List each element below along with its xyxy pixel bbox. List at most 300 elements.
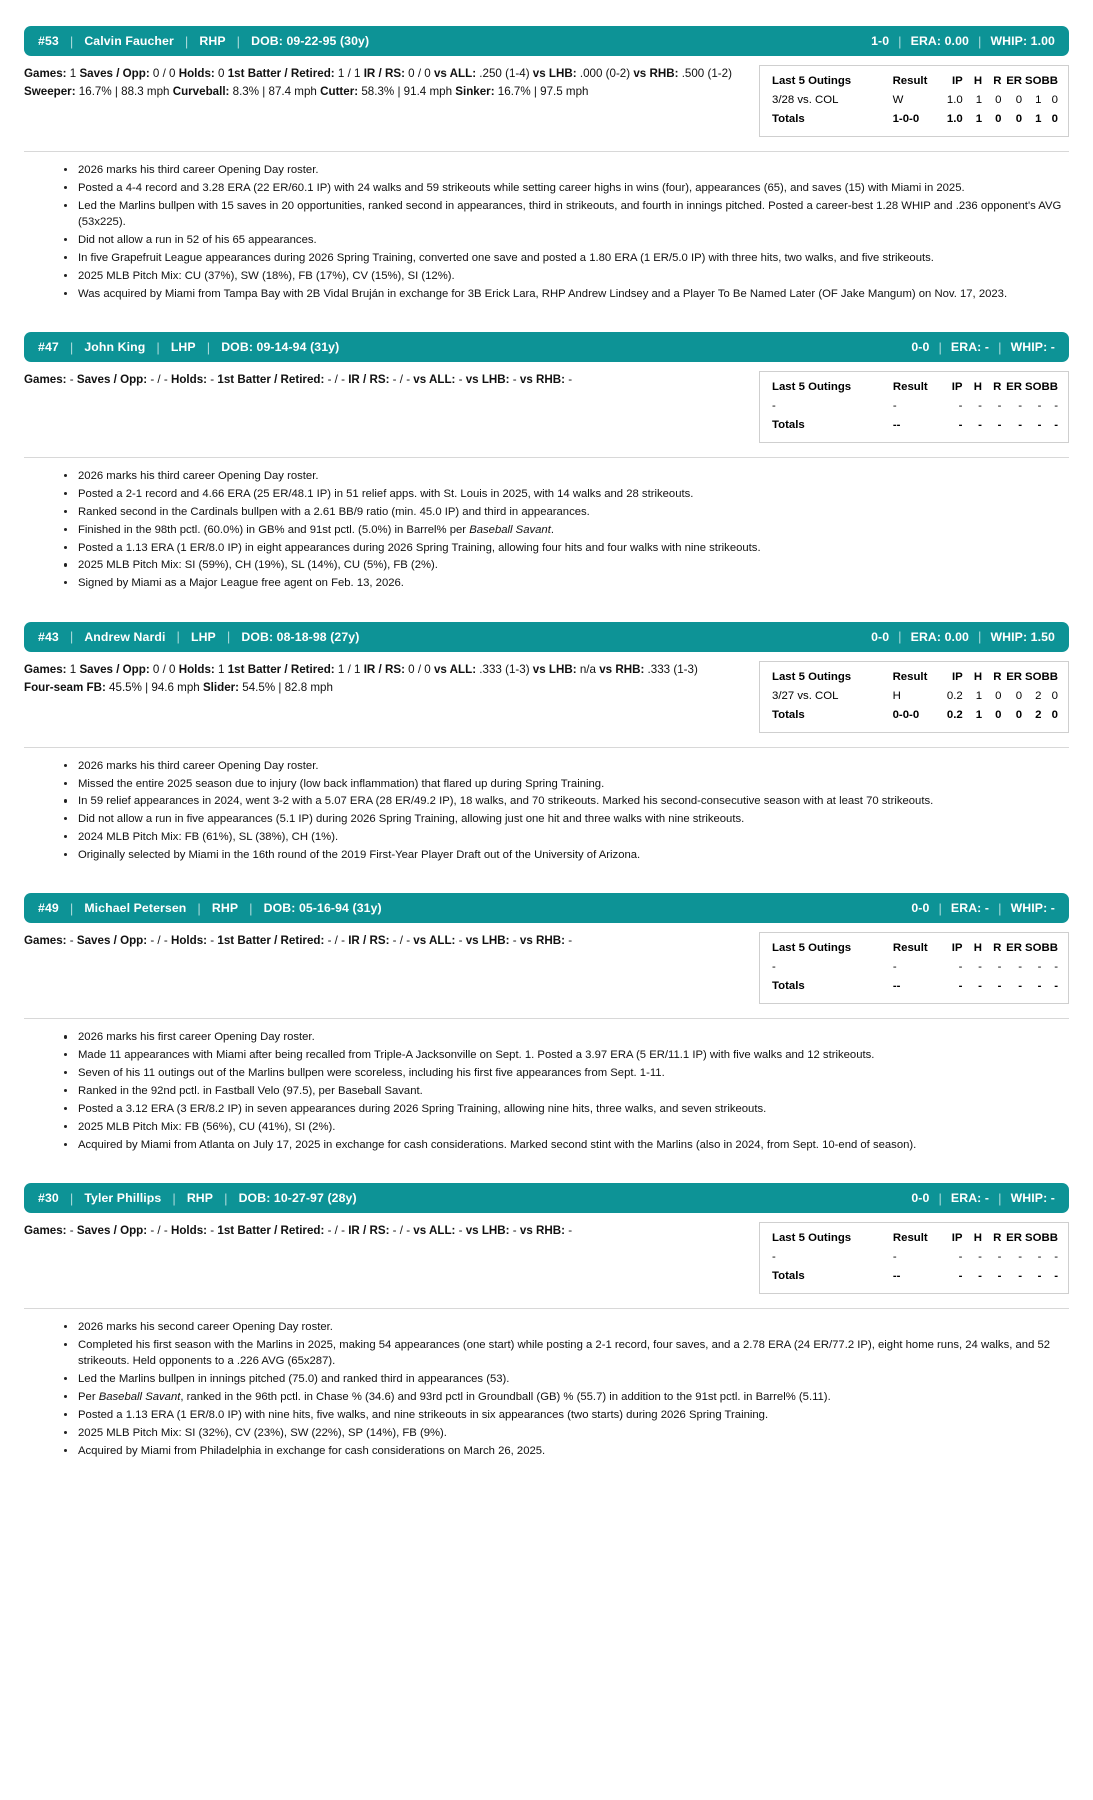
- outing-result: -: [892, 400, 897, 412]
- totals-bb: -: [1054, 980, 1058, 993]
- stat-label: vs LHB:: [465, 373, 510, 386]
- table-header-row: [772, 669, 1058, 687]
- list-item: Ranked second in the Cardinals bullpen with a 2.61 BB/9 ratio (min. 45.0 IP) and third in appearances.: [76, 504, 1069, 520]
- totals-h: 1: [975, 113, 983, 125]
- stat-value: -: [210, 934, 215, 948]
- outing-er: 0: [1015, 94, 1023, 106]
- list-item: Acquired by Miami from Atlanta on July 17, 2025 in exchange for cash considerations. Marked second stint with the Marlins (also in 2024, from Sept. 10-end of season).: [76, 1137, 1069, 1153]
- player-era: ERA: 0.00: [910, 34, 969, 48]
- player-header[interactable]: [24, 893, 1069, 923]
- table-row: [772, 687, 1058, 705]
- col-ip: IP: [951, 75, 963, 87]
- divider: |: [236, 33, 241, 49]
- outing-h: -: [978, 961, 982, 974]
- list-item: 2026 marks his second career Opening Day roster.: [76, 1319, 1069, 1335]
- player-splits: [24, 371, 759, 389]
- stat-value: -: [69, 934, 74, 948]
- stat-value: 0 / 0: [408, 67, 431, 80]
- stat-label: 1st Batter / Retired:: [217, 1224, 325, 1237]
- stat-value: .333 (1-3): [647, 662, 698, 676]
- stat-value: - / -: [150, 373, 168, 386]
- col-result: Result: [892, 381, 928, 393]
- list-item: 2025 MLB Pitch Mix: SI (59%), CH (19%), SL (14%), CU (5%), FB (2%).: [76, 557, 1069, 573]
- col-bb: BB: [1041, 942, 1058, 955]
- totals-label: Totals: [772, 980, 805, 993]
- stat-value: .000 (0-2): [579, 67, 631, 80]
- list-item: Was acquired by Miami from Tampa Bay with 2B Vidal Bruján in exchange for 3B Erick Lara, RHP Andrew Lindsey and a Player To Be Named Later (OF Jake Mangum) on Nov. 17, 2023.: [76, 286, 1069, 302]
- splits-line: [24, 65, 741, 83]
- stat-label: vs RHB:: [633, 67, 679, 80]
- pitch-label: Cutter:: [320, 84, 359, 98]
- totals-so: 2: [1035, 708, 1042, 721]
- player-identity: [38, 34, 369, 49]
- outing-ip: -: [958, 1251, 963, 1263]
- player-card: [24, 1183, 1069, 1459]
- player-era: ERA: -: [950, 1191, 990, 1205]
- player-whip: WHIP: 1.50: [990, 629, 1055, 644]
- stat-label: Games:: [24, 934, 67, 948]
- player-card: [24, 622, 1069, 864]
- stat-label: vs RHB:: [519, 934, 565, 948]
- player-name: Andrew Nardi: [84, 629, 166, 644]
- list-item: Completed his first season with the Marlins in 2025, making 54 appearances (one start) while posting a 2-1 record, four saves, and a 2.78 ERA (24 ER/77.2 IP), eight home runs, 24 walks, and 52 strikeouts. Held opponents to a .226 AVG (65x287).: [76, 1337, 1069, 1370]
- col-so: SO: [1025, 75, 1042, 87]
- player-dob: DOB: 08-18-98 (27y): [241, 629, 360, 644]
- stat-label: IR / RS:: [363, 67, 405, 80]
- pitch-value: 16.7% | 88.3 mph: [78, 84, 170, 98]
- outing-h: 1: [975, 689, 983, 702]
- stat-value: - / -: [327, 1224, 345, 1237]
- totals-h: 1: [975, 708, 983, 721]
- notes-divider: [24, 1308, 1069, 1309]
- col-ip: IP: [951, 670, 963, 683]
- col-bb: BB: [1041, 381, 1058, 393]
- totals-ip: 0.2: [946, 708, 963, 721]
- stat-value: - / -: [150, 1224, 168, 1237]
- player-dob: DOB: 09-14-94 (31y): [221, 340, 340, 354]
- totals-er: 0: [1015, 708, 1023, 721]
- totals-result: --: [892, 1270, 901, 1282]
- col-h: H: [973, 670, 983, 683]
- stat-label: Saves / Opp:: [79, 67, 150, 80]
- player-whip: WHIP: -: [1010, 340, 1055, 354]
- col-bb: BB: [1041, 1232, 1058, 1244]
- stat-value: .333 (1-3): [479, 662, 530, 676]
- stat-label: IR / RS:: [348, 1224, 390, 1237]
- list-item: Led the Marlins bullpen in innings pitched (75.0) and ranked third in appearances (53).: [76, 1371, 1069, 1387]
- player-name: Michael Petersen: [84, 901, 187, 916]
- totals-r: 0: [995, 708, 1002, 721]
- list-item: Ranked in the 92nd pctl. in Fastball Velo (97.5), per Baseball Savant.: [76, 1083, 1069, 1099]
- totals-er: -: [1018, 1270, 1022, 1282]
- player-number: #47: [38, 340, 59, 354]
- splits-line: [24, 661, 741, 679]
- col-so: SO: [1025, 381, 1042, 393]
- stat-label: Holds:: [178, 67, 215, 80]
- player-identity: [38, 901, 382, 916]
- col-er: ER: [1006, 381, 1022, 393]
- player-era: ERA: -: [950, 340, 990, 354]
- stat-label: IR / RS:: [348, 934, 390, 948]
- list-item: 2026 marks his third career Opening Day roster.: [76, 162, 1069, 178]
- divider: |: [69, 33, 74, 49]
- col-bb: BB: [1041, 670, 1058, 683]
- stat-label: vs ALL:: [413, 1224, 456, 1237]
- col-h: H: [973, 942, 982, 955]
- outing-result: W: [892, 94, 904, 106]
- outing-so: -: [1037, 961, 1042, 974]
- notes-divider: [24, 151, 1069, 152]
- player-dob: DOB: 05-16-94 (31y): [263, 901, 382, 916]
- player-identity: [38, 340, 339, 355]
- player-dob: DOB: 09-22-95 (30y): [251, 34, 370, 48]
- col-result: Result: [892, 670, 928, 683]
- player-header[interactable]: [24, 332, 1069, 362]
- player-whip: WHIP: -: [1010, 1191, 1055, 1205]
- table-row: [772, 1248, 1058, 1266]
- stat-value: 0 / 0: [152, 662, 176, 676]
- totals-label: Totals: [772, 1270, 805, 1282]
- stat-label: vs ALL:: [433, 662, 477, 676]
- stat-value: -: [210, 1224, 215, 1237]
- divider: |: [938, 339, 942, 355]
- divider: |: [226, 629, 231, 645]
- stat-label: vs LHB:: [532, 662, 577, 676]
- player-name: Tyler Phillips: [84, 1191, 162, 1205]
- divider: |: [176, 629, 180, 645]
- stat-label: vs ALL:: [413, 934, 456, 948]
- player-season-line: [911, 1191, 1055, 1206]
- stat-label: Holds:: [170, 1224, 208, 1237]
- player-season-line: [911, 340, 1055, 355]
- col-outings: Last 5 Outings: [772, 1232, 852, 1244]
- list-item: In 59 relief appearances in 2024, went 3-2 with a 5.07 ERA (28 ER/49.2 IP), 18 walks, and 70 strikeouts. Marked his second-consecutive season with at least 70 strikeouts.: [76, 793, 1069, 809]
- col-ip: IP: [951, 381, 963, 393]
- stat-value: -: [210, 373, 215, 386]
- col-h: H: [973, 75, 983, 87]
- totals-h: -: [978, 1270, 982, 1282]
- player-header[interactable]: [24, 1183, 1069, 1213]
- player-position: RHP: [211, 901, 239, 916]
- outing-date: -: [772, 400, 776, 412]
- stat-value: .500 (1-2): [681, 67, 732, 80]
- col-so: SO: [1025, 670, 1042, 683]
- divider: |: [998, 339, 1002, 355]
- totals-label: Totals: [772, 419, 805, 431]
- stat-label: vs LHB:: [465, 934, 510, 948]
- pitch-value: 54.5% | 82.8 mph: [242, 680, 333, 694]
- outing-r: -: [997, 1251, 1002, 1263]
- player-body: [24, 371, 1069, 443]
- stat-label: vs RHB:: [519, 373, 565, 386]
- outing-so: 2: [1035, 689, 1042, 702]
- outing-bb: -: [1054, 961, 1058, 974]
- list-item: 2025 MLB Pitch Mix: SI (32%), CV (23%), SW (22%), SP (14%), FB (9%).: [76, 1425, 1069, 1441]
- stat-label: Holds:: [170, 934, 208, 948]
- pitch-label: Sweeper:: [24, 84, 76, 98]
- col-h: H: [973, 1232, 982, 1244]
- outing-so: -: [1037, 1251, 1042, 1263]
- last-five-outings-panel: [759, 661, 1069, 733]
- divider: |: [938, 1190, 942, 1206]
- outing-er: -: [1018, 1251, 1022, 1263]
- player-card: [24, 26, 1069, 302]
- player-identity: [38, 629, 359, 644]
- stat-label: Saves / Opp:: [76, 934, 148, 948]
- col-outings: Last 5 Outings: [772, 670, 852, 683]
- stat-value: - / -: [150, 934, 168, 948]
- totals-result: 1-0-0: [892, 113, 920, 125]
- outings-table: [772, 1230, 1058, 1285]
- list-item: Per Baseball Savant, ranked in the 96th pctl. in Chase % (34.6) and 93rd pctl in Groundball (GB) % (55.7) in addition to the 91st pctl. in Barrel% (5.11).: [76, 1389, 1069, 1405]
- stat-value: -: [69, 1224, 74, 1237]
- list-item: In five Grapefruit League appearances during 2026 Spring Training, converted one save and posted a 1.80 ERA (1 ER/5.0 IP) with three hits, two walks, and five strikeouts.: [76, 250, 1069, 266]
- player-number: #53: [38, 34, 59, 48]
- totals-bb: -: [1054, 419, 1058, 431]
- stat-label: Holds:: [170, 373, 208, 386]
- list-item: 2026 marks his first career Opening Day roster.: [76, 1029, 1069, 1045]
- stat-label: Games:: [24, 67, 67, 80]
- outing-result: -: [892, 1251, 897, 1263]
- col-er: ER: [1006, 75, 1023, 87]
- outing-h: -: [978, 400, 982, 412]
- outing-bb: 0: [1051, 94, 1058, 106]
- stat-value: -: [568, 373, 573, 386]
- divider: |: [898, 629, 902, 645]
- stat-label: Saves / Opp:: [76, 373, 148, 386]
- col-r: R: [993, 381, 1002, 393]
- outing-bb: 0: [1051, 689, 1058, 702]
- outings-table: [772, 73, 1058, 128]
- stat-label: vs ALL:: [433, 67, 477, 80]
- outing-r: 0: [995, 94, 1002, 106]
- col-er: ER: [1006, 670, 1023, 683]
- stat-label: Games:: [24, 662, 67, 676]
- totals-so: -: [1037, 419, 1042, 431]
- col-r: R: [993, 942, 1002, 955]
- col-result: Result: [892, 1232, 928, 1244]
- totals-r: -: [997, 419, 1002, 431]
- stat-value: - / -: [392, 1224, 411, 1237]
- totals-er: 0: [1015, 113, 1023, 125]
- player-splits: [24, 661, 759, 696]
- pitch-value: 58.3% | 91.4 mph: [361, 84, 453, 98]
- col-result: Result: [892, 942, 928, 955]
- divider: |: [69, 629, 74, 645]
- player-position: LHP: [190, 629, 216, 644]
- list-item: Seven of his 11 outings out of the Marlins bullpen were scoreless, including his first five appearances from Sept. 1-11.: [76, 1065, 1069, 1081]
- divider: |: [206, 339, 211, 355]
- player-splits: [24, 65, 759, 100]
- divider: |: [184, 33, 189, 49]
- player-record: 0-0: [911, 1191, 930, 1205]
- col-result: Result: [892, 75, 928, 87]
- col-ip: IP: [951, 1232, 963, 1244]
- player-name: John King: [84, 340, 146, 354]
- pitch-mix-line: [24, 83, 741, 100]
- player-identity: [38, 1191, 357, 1206]
- player-season-line: [871, 34, 1055, 49]
- totals-bb: 0: [1051, 708, 1058, 721]
- list-item: 2026 marks his third career Opening Day roster.: [76, 468, 1069, 484]
- stat-value: - / -: [327, 373, 345, 386]
- table-header-row: [772, 73, 1058, 91]
- stat-value: -: [568, 934, 573, 948]
- col-so: SO: [1025, 1232, 1042, 1244]
- player-notes: [24, 758, 1069, 864]
- list-item: Signed by Miami as a Major League free agent on Feb. 13, 2026.: [76, 575, 1069, 591]
- pitch-value: 8.3% | 87.4 mph: [232, 84, 317, 98]
- divider: |: [197, 900, 201, 916]
- player-card: [24, 332, 1069, 592]
- stat-value: 0 / 0: [408, 662, 431, 676]
- list-item: 2024 MLB Pitch Mix: FB (61%), SL (38%), CH (1%).: [76, 829, 1069, 845]
- stat-label: Holds:: [178, 662, 215, 676]
- player-header[interactable]: [24, 622, 1069, 652]
- notes-divider: [24, 747, 1069, 748]
- pitch-value: 45.5% | 94.6 mph: [109, 680, 200, 694]
- outing-er: -: [1018, 400, 1022, 412]
- divider: |: [977, 33, 982, 49]
- pitch-value: 16.7% | 97.5 mph: [497, 84, 589, 98]
- stat-value: 1: [69, 662, 77, 676]
- stat-label: 1st Batter / Retired:: [227, 67, 335, 80]
- player-notes: [24, 162, 1069, 302]
- outing-ip: 0.2: [946, 689, 963, 702]
- outing-bb: -: [1054, 400, 1058, 412]
- divider: |: [938, 900, 942, 916]
- stat-label: 1st Batter / Retired:: [227, 662, 335, 676]
- list-item: Led the Marlins bullpen with 15 saves in 20 opportunities, ranked second in appearances, third in strikeouts, and fourth in innings pitched. Posted a career-best 1.28 WHIP and .236 opponent's AVG (53x225).: [76, 198, 1069, 231]
- list-item: 2026 marks his third career Opening Day roster.: [76, 758, 1069, 774]
- outings-table: [772, 669, 1058, 724]
- player-notes: [24, 468, 1069, 592]
- totals-h: -: [978, 419, 982, 431]
- splits-line: [24, 371, 741, 389]
- outing-h: 1: [975, 94, 983, 106]
- totals-bb: -: [1054, 1270, 1058, 1282]
- list-item: Did not allow a run in 52 of his 65 appearances.: [76, 232, 1069, 248]
- outing-result: H: [892, 689, 901, 702]
- table-row-totals: [772, 109, 1058, 128]
- player-number: #49: [38, 901, 59, 916]
- totals-so: -: [1037, 980, 1042, 993]
- list-item: Posted a 3.12 ERA (3 ER/8.2 IP) in seven appearances during 2026 Spring Training, allowing nine hits, three walks, and seven strikeouts.: [76, 1101, 1069, 1117]
- player-notes: [24, 1319, 1069, 1459]
- player-era: ERA: 0.00: [910, 629, 969, 644]
- player-whip: WHIP: -: [1010, 901, 1055, 916]
- outing-ip: -: [958, 400, 963, 412]
- stat-label: Games:: [24, 373, 67, 386]
- col-h: H: [973, 381, 982, 393]
- stat-label: Saves / Opp:: [79, 662, 150, 676]
- player-season-line: [871, 629, 1055, 644]
- divider: |: [172, 1190, 176, 1206]
- player-position: RHP: [186, 1191, 214, 1205]
- player-position: RHP: [199, 34, 226, 48]
- totals-result: --: [892, 980, 901, 993]
- col-outings: Last 5 Outings: [772, 942, 852, 955]
- stat-label: Games:: [24, 1224, 67, 1237]
- totals-label: Totals: [772, 113, 805, 125]
- stat-label: vs RHB:: [599, 662, 645, 676]
- divider: |: [156, 339, 160, 355]
- col-er: ER: [1006, 1232, 1022, 1244]
- stat-label: 1st Batter / Retired:: [217, 934, 325, 948]
- col-bb: BB: [1041, 75, 1058, 87]
- totals-result: --: [892, 419, 901, 431]
- totals-ip: -: [958, 980, 963, 993]
- stat-label: Saves / Opp:: [76, 1224, 148, 1237]
- table-row: [772, 91, 1058, 109]
- list-item: Posted a 1.13 ERA (1 ER/8.0 IP) with nine hits, five walks, and nine strikeouts in six appearances (two starts) during 2026 Spring Training.: [76, 1407, 1069, 1423]
- player-record: 0-0: [911, 901, 930, 916]
- totals-h: -: [978, 980, 982, 993]
- list-item: Missed the entire 2025 season due to injury (low back inflammation) that flared up during Spring Training.: [76, 776, 1069, 792]
- last-five-outings-panel: [759, 371, 1069, 443]
- stat-label: vs LHB:: [532, 67, 577, 80]
- outing-so: 1: [1035, 94, 1042, 106]
- stat-value: 1: [69, 67, 77, 80]
- outing-bb: -: [1054, 1251, 1058, 1263]
- divider: |: [224, 1190, 228, 1206]
- stat-value: -: [512, 373, 517, 386]
- table-row-totals: [772, 1266, 1058, 1285]
- stat-value: -: [458, 373, 463, 386]
- totals-er: -: [1018, 419, 1022, 431]
- totals-so: 1: [1035, 113, 1042, 125]
- stat-value: - / -: [392, 373, 411, 386]
- stat-label: 1st Batter / Retired:: [217, 373, 325, 386]
- outing-h: -: [978, 1251, 982, 1263]
- list-item: 2025 MLB Pitch Mix: CU (37%), SW (18%), FB (17%), CV (15%), SI (12%).: [76, 268, 1069, 284]
- table-row-totals: [772, 415, 1058, 434]
- outing-so: -: [1037, 400, 1042, 412]
- col-r: R: [993, 1232, 1002, 1244]
- player-record: 1-0: [871, 34, 890, 48]
- player-name: Calvin Faucher: [84, 34, 174, 48]
- pitch-label: Four-seam FB:: [24, 680, 106, 694]
- list-item: Posted a 2-1 record and 4.66 ERA (25 ER/48.1 IP) in 51 relief apps. with St. Louis in 2025, with 14 walks and 28 strikeouts.: [76, 486, 1069, 502]
- totals-r: -: [997, 980, 1002, 993]
- stat-value: 1 / 1: [337, 662, 361, 676]
- stat-value: 0: [218, 67, 225, 80]
- outing-er: -: [1018, 961, 1022, 974]
- outing-date: -: [772, 961, 776, 974]
- pitch-label: Curveball:: [172, 84, 230, 98]
- divider: |: [898, 33, 902, 49]
- player-list: [24, 26, 1069, 1459]
- list-item: Posted a 1.13 ERA (1 ER/8.0 IP) in eight appearances during 2026 Spring Training, allowing four hits and four walks with nine strikeouts.: [76, 540, 1069, 556]
- list-item: Posted a 4-4 record and 3.28 ERA (22 ER/60.1 IP) with 24 walks and 59 strikeouts while setting career highs in wins (four), appearances (65), and saves (15) with Miami in 2025.: [76, 180, 1069, 196]
- player-whip: WHIP: 1.00: [990, 34, 1055, 48]
- totals-r: -: [997, 1270, 1002, 1282]
- col-so: SO: [1025, 942, 1042, 955]
- outings-table: [772, 940, 1058, 995]
- outing-date: -: [772, 1251, 776, 1263]
- stat-value: 1 / 1: [337, 67, 361, 80]
- stat-value: n/a: [579, 662, 596, 676]
- table-row: [772, 397, 1058, 415]
- divider: |: [249, 900, 253, 916]
- totals-ip: 1.0: [946, 113, 963, 125]
- outing-ip: 1.0: [946, 94, 963, 106]
- outings-table: [772, 379, 1058, 434]
- list-item: Finished in the 98th pctl. (60.0%) in GB% and 91st pctl. (5.0%) in Barrel% per Baseball Savant.: [76, 522, 1069, 538]
- outing-er: 0: [1015, 689, 1023, 702]
- player-header[interactable]: [24, 26, 1069, 56]
- col-outings: Last 5 Outings: [772, 75, 852, 87]
